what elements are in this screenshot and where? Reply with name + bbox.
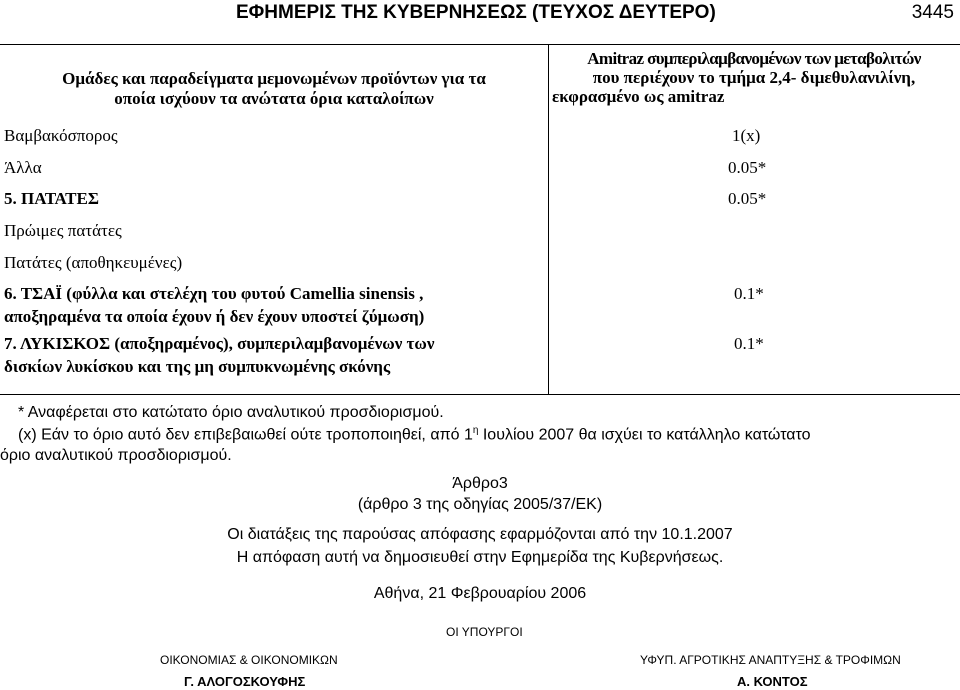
- left-minister-title: ΟΙΚΟΝΟΜΙΑΣ & ΟΙΚΟΝΟΜΙΚΩΝ: [160, 653, 338, 667]
- footnote-x-continued: όριο αναλυτικού προσδιορισμού.: [0, 447, 232, 464]
- row-label-early-potatoes: Πρώιμες πατάτες: [4, 221, 122, 240]
- gazette-title: ΕΦΗΜΕΡΙΣ ΤΗΣ ΚΥΒΕΡΝΗΣΕΩΣ (ΤΕΥΧΟΣ ΔΕΥΤΕΡΟ): [236, 2, 716, 23]
- table-bottom-border: [0, 394, 960, 395]
- row-value-potatoes: 0.05*: [728, 189, 767, 208]
- left-minister-name: Γ. ΑΛΟΓΟΣΚΟΥΦΗΣ: [184, 674, 306, 689]
- row-label-cottonseed: Βαμβακόσπορος: [4, 126, 118, 145]
- article-subtitle: (άρθρο 3 της οδηγίας 2005/37/ΕΚ): [357, 496, 603, 513]
- column-header-amitraz: Amitraz συμπεριλαμβανομένων των μεταβολιτών που περιέχουν το τμήμα 2,4- διμεθυλανιλίνη, εκφρασμένο ως amitraz: [552, 49, 921, 106]
- right-minister-title: ΥΦΥΠ. ΑΓΡΟΤΙΚΗΣ ΑΝΑΠΤΥΞΗΣ & ΤΡΟΦΙΜΩΝ: [640, 653, 901, 667]
- row-label-hops: 7. ΛΥΚΙΣΚΟΣ (αποξηραμένος), συμπεριλαμβανομένων των δισκίων λυκίσκου και της μη συμπυκνωμένης σκόνης: [4, 334, 435, 376]
- article-line-effective: Οι διατάξεις της παρούσας απόφασης εφαρμόζονται από την 10.1.2007: [227, 526, 733, 543]
- row-label-stored-potatoes: Πατάτες (αποθηκευμένες): [4, 253, 183, 272]
- footnote-x: (x) Εάν το όριο αυτό δεν επιβεβαιωθεί ούτε τροποποιηθεί, από $1^\eta$ Ιουλίου 2007 θα ισχύει το κατάλληλο κατώτατο: [18, 425, 811, 444]
- article-line-publish: Η απόφαση αυτή να δημοσιευθεί στην Εφημερίδα της Κυβερνήσεως.: [236, 549, 724, 566]
- row-label-potatoes: 5. ΠΑΤΑΤΕΣ: [4, 189, 99, 208]
- row-value-hops: 0.1*: [734, 334, 764, 353]
- article-title: Άρθρο3: [452, 475, 508, 492]
- place-date: Αθήνα, 21 Φεβρουαρίου 2006: [373, 585, 587, 602]
- ministers-label: ΟΙ ΥΠΟΥΡΓΟΙ: [446, 625, 523, 639]
- footnote-star: * Αναφέρεται στο κατώτατο όριο αναλυτικού προσδιορισμού.: [18, 404, 444, 421]
- column-header-products: Ομάδες και παραδείγματα μεμονωμένων προϊόντων για τα οποία ισχύουν τα ανώτατα όρια καταλοίπων: [62, 69, 486, 108]
- table-top-border: [0, 44, 960, 45]
- page-number: 3445: [911, 2, 954, 23]
- row-label-other: Άλλα: [4, 158, 42, 177]
- row-value-other: 0.05*: [728, 158, 767, 177]
- row-label-tea: 6. ΤΣΑΪ (φύλλα και στελέχη του φυτού Camellia sinensis , αποξηραμένα τα οποία έχουν ή δεν έχουν υποστεί ζύμωση): [4, 284, 425, 326]
- row-value-tea: 0.1*: [734, 284, 764, 303]
- row-value-cottonseed: 1(x): [732, 126, 761, 145]
- right-minister-name: Α. ΚΟΝΤΟΣ: [737, 674, 808, 689]
